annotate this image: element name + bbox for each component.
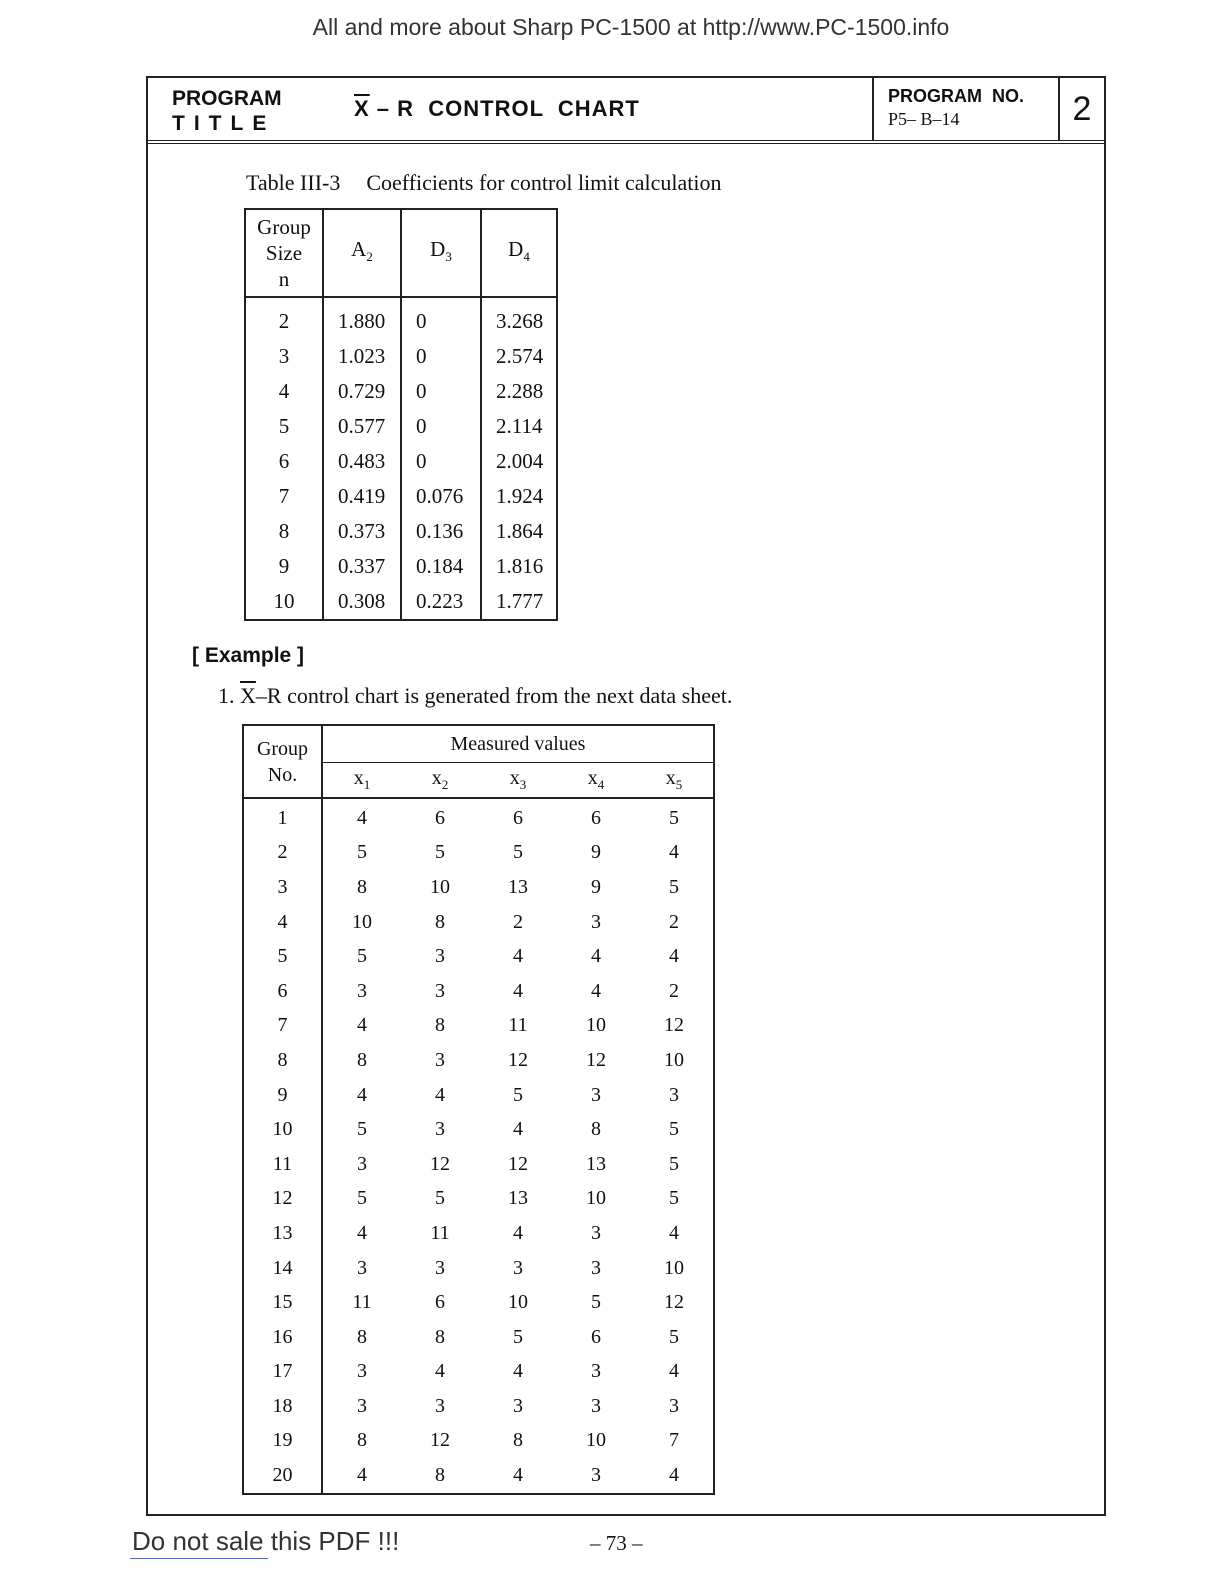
program-title-label [172, 86, 282, 136]
header-sub: 1 [363, 777, 371, 792]
example-sentence: –R control chart is generated from the next data sheet. [255, 683, 733, 708]
footer-underline [130, 1558, 268, 1559]
table-row [243, 939, 714, 974]
table-cell: 0.223 [401, 584, 481, 620]
header-sub: 3 [519, 777, 527, 792]
table-cell: 4 [357, 1014, 367, 1037]
table-caption [246, 170, 722, 196]
table-cell: 2 [245, 297, 323, 339]
header-line: Group [256, 737, 309, 760]
table-cell: 2.574 [481, 339, 557, 374]
table-cell: 6 [591, 806, 601, 829]
table-cell: 2.114 [481, 409, 557, 444]
table-cell: 13 [508, 1187, 528, 1210]
program-title-text: – R CONTROL CHART [369, 96, 640, 121]
table-cell: 12 [508, 1048, 528, 1071]
header-base: A [351, 236, 367, 261]
table-cell: 13 [508, 875, 528, 898]
table-cell: 0.308 [323, 584, 401, 620]
table-row [243, 1078, 714, 1113]
table-cell: 4 [669, 1221, 679, 1244]
table-cell: 4 [669, 1464, 679, 1487]
table-cell: 4 [357, 1083, 367, 1106]
table-cell: 8 [357, 1429, 367, 1452]
table-cell: 5 [243, 939, 322, 974]
table-cell: 5 [669, 875, 679, 898]
table-cell: 12 [243, 1182, 322, 1217]
table-cell: 3 [357, 1152, 367, 1175]
table-cell: 10 [430, 875, 450, 898]
table-cell: 1.880 [323, 297, 401, 339]
table-cell: 8 [435, 1325, 445, 1348]
table-cell: 5 [357, 841, 367, 864]
table-row [243, 1009, 714, 1044]
coefficients-body [245, 297, 557, 620]
table-cell: 10 [586, 1429, 606, 1452]
program-number-label: PROGRAM NO. [888, 86, 1025, 106]
header-line: No. [267, 763, 298, 786]
table-row [243, 1147, 714, 1182]
table-row [243, 798, 714, 836]
header-sub: 2 [441, 777, 449, 792]
program-number: P5– B–14 [888, 109, 960, 129]
table-cell: 11 [352, 1291, 372, 1314]
table-cell: 8 [513, 1429, 523, 1452]
table-cell: 7 [243, 1009, 322, 1044]
table-cell: 12 [508, 1152, 528, 1175]
title-label: TITLE [172, 112, 276, 135]
table-row [245, 584, 557, 620]
table-cell: 17 [243, 1355, 322, 1390]
table-cell: 6 [435, 806, 445, 829]
table-cell: 10 [664, 1256, 684, 1279]
header-base: x [353, 767, 364, 789]
table-row [243, 870, 714, 905]
table-cell: 4 [513, 979, 523, 1002]
program-title [354, 96, 640, 122]
table-cell: 12 [664, 1291, 684, 1314]
table-cell: 9 [245, 549, 323, 584]
table-cell: 4 [357, 1221, 367, 1244]
table-cell: 3 [357, 979, 367, 1002]
table-row [243, 836, 714, 871]
table-row [245, 514, 557, 549]
table-cell: 4 [357, 806, 367, 829]
table-cell: 12 [430, 1152, 450, 1175]
table-cell: 9 [591, 875, 601, 898]
table-row [243, 1216, 714, 1251]
table-cell: 4 [669, 1360, 679, 1383]
table-row [243, 1112, 714, 1147]
page-number: – 73 – [590, 1531, 643, 1555]
table-cell: 8 [357, 1048, 367, 1071]
table-cell: 3 [591, 1221, 601, 1244]
table-cell: 4 [669, 841, 679, 864]
x1-header [322, 763, 401, 799]
table-cell: 5 [513, 1325, 523, 1348]
table-cell: 2 [513, 910, 523, 933]
table-cell: 10 [245, 584, 323, 620]
footer-notice: Do not sale this PDF !!! [132, 1526, 400, 1556]
table-cell: 0.419 [323, 479, 401, 514]
table-cell: 3 [435, 1394, 445, 1417]
header-base: x [431, 767, 442, 789]
x3-header [479, 763, 557, 799]
table-cell: 4 [435, 1083, 445, 1106]
table-cell: 5 [435, 1187, 445, 1210]
table-cell: 5 [669, 806, 679, 829]
table-cell: 6 [245, 444, 323, 479]
table-cell: 2 [669, 979, 679, 1002]
table-cell: 3 [669, 1394, 679, 1417]
table-cell: 2.288 [481, 374, 557, 409]
table-cell: 5 [357, 1187, 367, 1210]
table-cell: 5 [513, 1083, 523, 1106]
header-sub: 5 [675, 777, 683, 792]
page-badge: 2 [1058, 78, 1104, 140]
table-cell: 5 [357, 1118, 367, 1141]
header-line: Size [265, 241, 303, 265]
table-cell: 1 [243, 798, 322, 836]
table-cell: 10 [243, 1112, 322, 1147]
table-cell: 3 [435, 1256, 445, 1279]
table-cell: 0 [401, 339, 481, 374]
table-cell: 3 [513, 1256, 523, 1279]
table-cell: 4 [243, 905, 322, 940]
table-cell: 2 [669, 910, 679, 933]
table-cell: 1.864 [481, 514, 557, 549]
table-cell: 1.023 [323, 339, 401, 374]
table-cell: 20 [243, 1458, 322, 1494]
table-cell: 13 [586, 1152, 606, 1175]
d4-header [481, 209, 557, 297]
table-cell: 5 [669, 1325, 679, 1348]
header-sub: 4 [523, 249, 530, 265]
table-cell: 9 [243, 1078, 322, 1113]
group-size-header [245, 209, 323, 297]
example-text [218, 683, 732, 709]
table-cell: 10 [586, 1187, 606, 1210]
table-cell: 3 [669, 1083, 679, 1106]
table-cell: 12 [664, 1014, 684, 1037]
table-row [243, 1182, 714, 1217]
table-cell: 4 [435, 1360, 445, 1383]
table-cell: 5 [669, 1118, 679, 1141]
table-cell: 5 [669, 1187, 679, 1210]
table-cell: 3 [591, 1083, 601, 1106]
table-cell: 0.076 [401, 479, 481, 514]
table-cell: 0.337 [323, 549, 401, 584]
header-sub: 2 [366, 249, 373, 265]
table-row [243, 1285, 714, 1320]
table-cell: 10 [352, 910, 372, 933]
table-cell: 8 [435, 1014, 445, 1037]
table-row [245, 339, 557, 374]
table-cell: 10 [586, 1014, 606, 1037]
table-cell: 5 [513, 841, 523, 864]
table-cell: 1.777 [481, 584, 557, 620]
table-row [243, 1355, 714, 1390]
header-base: x [509, 767, 520, 789]
table-cell: 7 [245, 479, 323, 514]
table-row [245, 374, 557, 409]
table-row [245, 549, 557, 584]
table-cell: 19 [243, 1424, 322, 1459]
table-cell: 12 [430, 1429, 450, 1452]
table-row [245, 409, 557, 444]
table-cell: 0 [401, 409, 481, 444]
table-cell: 0.577 [323, 409, 401, 444]
table-cell: 4 [513, 1360, 523, 1383]
table-cell: 0.729 [323, 374, 401, 409]
group-no-header [243, 725, 322, 798]
table-cell: 4 [669, 945, 679, 968]
table-cell: 5 [245, 409, 323, 444]
table-cell: 0 [401, 374, 481, 409]
header-base: D [508, 236, 524, 261]
table-cell: 8 [591, 1118, 601, 1141]
table-row [243, 905, 714, 940]
table-cell: 11 [430, 1221, 450, 1244]
table-cell: 3 [357, 1256, 367, 1279]
x2-header [401, 763, 479, 799]
coefficients-table [244, 208, 558, 621]
header-line: n [278, 267, 290, 291]
table-cell: 10 [508, 1291, 528, 1314]
table-cell: 10 [664, 1048, 684, 1071]
x5-header [635, 763, 714, 799]
data-sheet-table [242, 724, 715, 1495]
x4-header [557, 763, 635, 799]
table-cell: 3 [243, 870, 322, 905]
table-row [243, 974, 714, 1009]
program-label: PROGRAM [172, 87, 282, 110]
table-cell: 1.924 [481, 479, 557, 514]
table-cell: 3 [591, 1360, 601, 1383]
table-cell: 7 [669, 1429, 679, 1452]
table-cell: 5 [591, 1291, 601, 1314]
table-cell: 0.184 [401, 549, 481, 584]
table-cell: 9 [591, 841, 601, 864]
header-sub: 3 [445, 249, 452, 265]
table-cell: 15 [243, 1285, 322, 1320]
d3-header [401, 209, 481, 297]
example-number: 1. [218, 683, 235, 708]
table-cell: 4 [513, 1221, 523, 1244]
table-cell: 8 [357, 1325, 367, 1348]
table-cell: 11 [243, 1147, 322, 1182]
table-cell: 16 [243, 1320, 322, 1355]
table-cell: 2.004 [481, 444, 557, 479]
table-cell: 0 [401, 444, 481, 479]
program-number-box [872, 78, 1058, 140]
table-cell: 0.373 [323, 514, 401, 549]
table-cell: 4 [513, 1118, 523, 1141]
table-cell: 2 [243, 836, 322, 871]
x-bar-symbol: $\overline{X}$ [240, 683, 256, 708]
table-cell: 8 [435, 1464, 445, 1487]
table-cell: 3 [357, 1360, 367, 1383]
table-id: Table III-3 [246, 170, 341, 195]
table-cell: 5 [669, 1152, 679, 1175]
site-banner: All and more about Sharp PC-1500 at http://www.PC-1500.info [312, 14, 950, 40]
table-cell: 0 [401, 297, 481, 339]
table-cell: 6 [591, 1325, 601, 1348]
table-cell: 3.268 [481, 297, 557, 339]
table-row [243, 1458, 714, 1494]
table-cell: 8 [357, 875, 367, 898]
header-base: D [430, 236, 446, 261]
program-header [148, 78, 1104, 144]
table-cell: 11 [508, 1014, 528, 1037]
table-cell: 5 [357, 945, 367, 968]
table-row [243, 1043, 714, 1078]
table-cell: 4 [513, 945, 523, 968]
table-cell: 3 [435, 945, 445, 968]
table-caption-text: Coefficients for control limit calculation [366, 170, 722, 195]
table-cell: 3 [591, 1394, 601, 1417]
table-cell: 8 [243, 1043, 322, 1078]
a2-header [323, 209, 401, 297]
table-cell: 6 [435, 1291, 445, 1314]
table-row [243, 1251, 714, 1286]
table-cell: 1.816 [481, 549, 557, 584]
table-cell: 5 [435, 841, 445, 864]
table-row [245, 297, 557, 339]
table-row [243, 1424, 714, 1459]
measured-values-header: Measured values [322, 725, 714, 763]
table-cell: 3 [591, 910, 601, 933]
header-sub: 4 [597, 777, 605, 792]
table-cell: 4 [245, 374, 323, 409]
table-header-row [243, 725, 714, 763]
table-cell: 3 [435, 979, 445, 1002]
table-cell: 8 [435, 910, 445, 933]
example-heading: [ Example ] [192, 644, 305, 667]
table-row [245, 479, 557, 514]
table-cell: 6 [513, 806, 523, 829]
table-cell: 3 [357, 1394, 367, 1417]
table-cell: 4 [591, 945, 601, 968]
x-bar-symbol: $\overline{X}$ [354, 96, 370, 121]
table-cell: 4 [591, 979, 601, 1002]
table-cell: 3 [435, 1118, 445, 1141]
table-cell: 4 [357, 1464, 367, 1487]
header-line: Group [257, 215, 311, 239]
table-row [245, 444, 557, 479]
table-row [243, 1320, 714, 1355]
data-sheet-body [243, 798, 714, 1494]
header-base: x [587, 767, 598, 789]
table-cell: 0.136 [401, 514, 481, 549]
table-row [243, 1389, 714, 1424]
table-cell: 18 [243, 1389, 322, 1424]
table-cell: 3 [513, 1394, 523, 1417]
table-cell: 8 [245, 514, 323, 549]
table-cell: 3 [435, 1048, 445, 1071]
table-header-row [245, 209, 557, 297]
table-cell: 0.483 [323, 444, 401, 479]
table-cell: 4 [513, 1464, 523, 1487]
table-cell: 13 [243, 1216, 322, 1251]
table-cell: 3 [591, 1256, 601, 1279]
table-cell: 6 [243, 974, 322, 1009]
table-cell: 14 [243, 1251, 322, 1286]
table-cell: 3 [245, 339, 323, 374]
header-base: x [665, 767, 676, 789]
table-cell: 3 [591, 1464, 601, 1487]
table-cell: 12 [586, 1048, 606, 1071]
